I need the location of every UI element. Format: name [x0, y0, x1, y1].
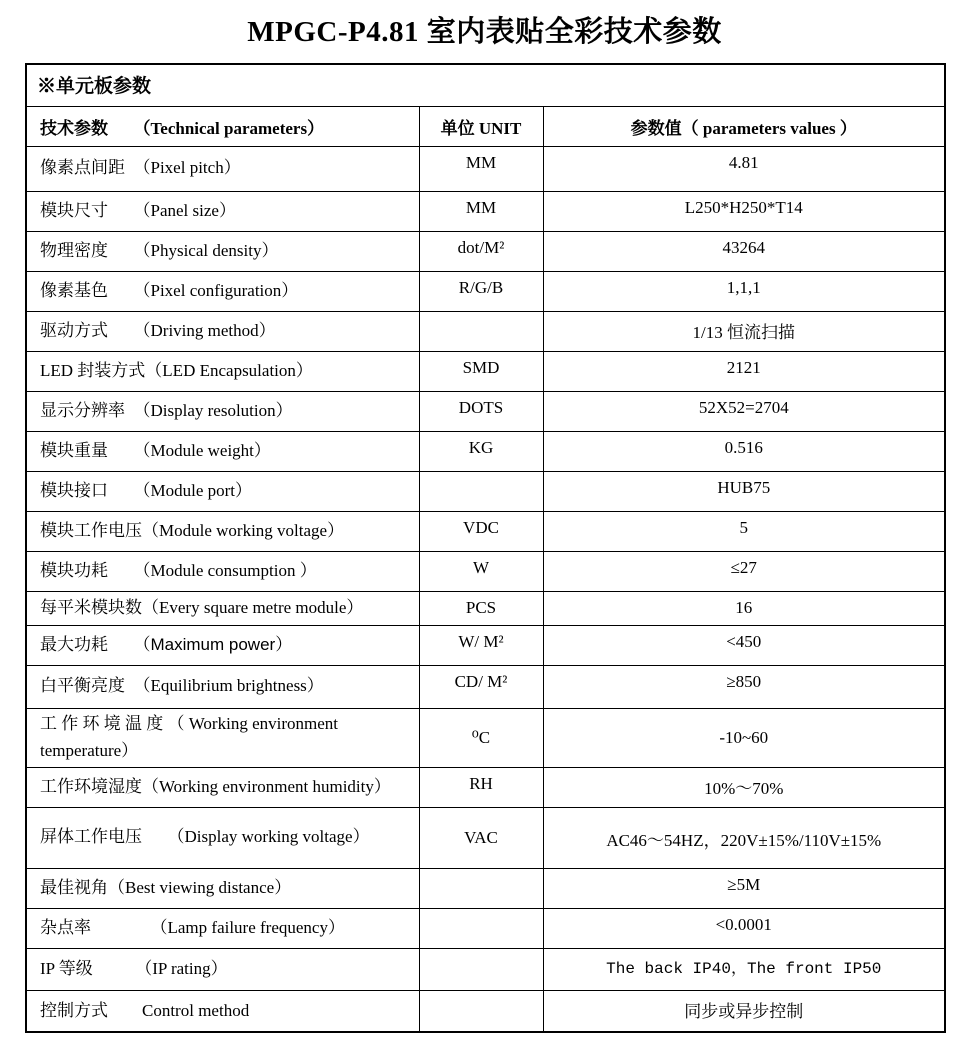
param-label: LED 封装方式（LED Encapsulation）: [26, 351, 419, 391]
param-unit: [419, 908, 543, 948]
param-value: -10~60: [543, 708, 945, 767]
param-unit: RH: [419, 767, 543, 807]
param-unit: dot/M²: [419, 231, 543, 271]
table-row: [26, 551, 945, 591]
param-value: 43264: [543, 231, 945, 271]
param-unit: ⁰C: [419, 708, 543, 767]
param-label: 白平衡亮度 （Equilibrium brightness）: [26, 665, 419, 708]
column-header-param: 技术参数 （Technical parameters）: [26, 106, 419, 146]
param-unit: VAC: [419, 807, 543, 868]
param-value: HUB75: [543, 471, 945, 511]
param-label: 模块尺寸 （Panel size）: [26, 191, 419, 231]
param-value: <450: [543, 625, 945, 665]
table-row: [26, 807, 945, 868]
param-value: ≤27: [543, 551, 945, 591]
table-row: [26, 908, 945, 948]
param-unit: W/ M²: [419, 625, 543, 665]
param-unit: [419, 471, 543, 511]
param-value: 同步或异步控制: [543, 990, 945, 1032]
param-label: 物理密度 （Physical density）: [26, 231, 419, 271]
table-row: [26, 191, 945, 231]
param-label: 模块重量 （Module weight）: [26, 431, 419, 471]
table-row: [26, 311, 945, 351]
param-label: 模块接口 （Module port）: [26, 471, 419, 511]
param-label: 控制方式 Control method: [26, 990, 419, 1032]
param-value: ≥850: [543, 665, 945, 708]
column-header-value: 参数值（ parameters values ）: [543, 106, 945, 146]
param-unit: MM: [419, 146, 543, 191]
table-row: [26, 431, 945, 471]
param-value: 1/13 恒流扫描: [543, 311, 945, 351]
table-row: [26, 271, 945, 311]
param-value: L250*H250*T14: [543, 191, 945, 231]
param-label: IP 等级 （IP rating）: [26, 948, 419, 990]
param-unit: R/G/B: [419, 271, 543, 311]
param-value: 1,1,1: [543, 271, 945, 311]
param-unit: [419, 990, 543, 1032]
param-unit: SMD: [419, 351, 543, 391]
section-header: ※单元板参数: [26, 64, 945, 106]
table-row: [26, 625, 945, 665]
param-unit: DOTS: [419, 391, 543, 431]
param-unit: KG: [419, 431, 543, 471]
param-value: 16: [543, 591, 945, 625]
table-row: [26, 948, 945, 990]
table-row: [26, 231, 945, 271]
param-value: 2121: [543, 351, 945, 391]
param-label: 屏体工作电压 （Display working voltage）: [26, 807, 419, 868]
param-value: ≥5M: [543, 868, 945, 908]
table-row: [26, 767, 945, 807]
page-title: MPGC-P4.81 室内表贴全彩技术参数: [247, 16, 722, 48]
section-header-row: [26, 64, 945, 106]
param-unit: CD/ M²: [419, 665, 543, 708]
param-value: AC46～54HZ，220V±15%/110V±15%: [543, 807, 945, 868]
param-unit: W: [419, 551, 543, 591]
param-label: 工 作 环 境 温 度 （ Working environment temperature）: [26, 708, 419, 767]
param-value: 0.516: [543, 431, 945, 471]
table-row: [26, 391, 945, 431]
table-row: [26, 665, 945, 708]
param-label: 杂点率 （Lamp failure frequency）: [26, 908, 419, 948]
table-row: [26, 146, 945, 191]
table-row: [26, 591, 945, 625]
param-label: 工作环境湿度（Working environment humidity）: [26, 767, 419, 807]
param-label: 每平米模块数（Every square metre module）: [26, 591, 419, 625]
param-unit: [419, 868, 543, 908]
param-label: 显示分辨率 （Display resolution）: [26, 391, 419, 431]
param-label: 驱动方式 （Driving method）: [26, 311, 419, 351]
param-unit: [419, 311, 543, 351]
spec-table: [25, 63, 946, 1033]
param-label: 模块工作电压（Module working voltage）: [26, 511, 419, 551]
param-value: 4.81: [543, 146, 945, 191]
param-value: 10%～70%: [543, 767, 945, 807]
table-row: [26, 990, 945, 1032]
param-value: The back IP40，The front IP50: [543, 948, 945, 990]
param-label: 像素点间距 （Pixel pitch）: [26, 146, 419, 191]
param-unit: VDC: [419, 511, 543, 551]
table-row: [26, 868, 945, 908]
param-unit: MM: [419, 191, 543, 231]
param-label: 像素基色 （Pixel configuration）: [26, 271, 419, 311]
table-row: [26, 511, 945, 551]
param-value: <0.0001: [543, 908, 945, 948]
column-header-row: [26, 106, 945, 146]
param-value: 5: [543, 511, 945, 551]
table-row: [26, 708, 945, 767]
param-unit: PCS: [419, 591, 543, 625]
param-unit: [419, 948, 543, 990]
param-label: 最大功耗 （Maximum power）: [26, 625, 419, 665]
param-label: 最佳视角（Best viewing distance）: [26, 868, 419, 908]
param-value: 52X52=2704: [543, 391, 945, 431]
param-label: 模块功耗 （Module consumption ）: [26, 551, 419, 591]
table-row: [26, 471, 945, 511]
table-row: [26, 351, 945, 391]
column-header-unit: 单位 UNIT: [419, 106, 543, 146]
